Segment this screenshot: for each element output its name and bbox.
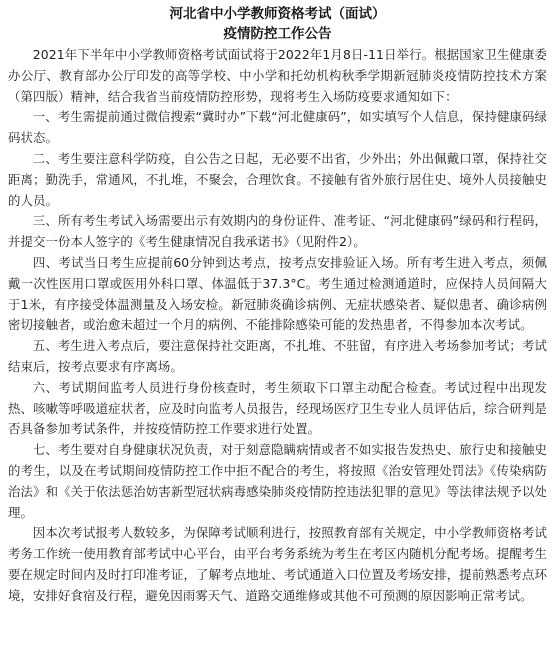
- paragraph-item-6: 六、考试期间监考人员进行身份核查时，考生须取下口罩主动配合检查。考试过程中出现发热、咳嗽等呼吸道症状者，应及时向监考人员报告，经现场医疗卫生专业人员评估后，综合研判是否具备参加考试条件，并按疫情防控工作要求进行处置。: [8, 379, 547, 437]
- document-title-line1: 河北省中小学教师资格考试（面试）: [169, 6, 386, 22]
- document-title-line2: 疫情防控工作公告: [223, 26, 332, 42]
- paragraph-item-2: 二、考生要注意科学防疫，自公告之日起，无必要不出省，少外出；外出佩戴口罩，保持社交距离；勤洗手，常通风，不扎堆，不聚会，合理饮食。不接触有省外旅行居住史、境外人员接触史的人员。: [8, 150, 547, 208]
- paragraph-item-4: 四、考试当日考生应提前60分钟到达考点，按考点安排验证入场。所有考生进入考点，须佩戴一次性医用口罩或医用外科口罩、体温低于37.3°C。考生通过检测通道时，应保持人员间隔大于1米，有序接受体温测量及入场安检。新冠肺炎确诊病例、无症状感染者、疑似患者、确诊病例密切接触者，或治愈未超过一个月的病例、不能排除感染可能的发热患者，不得参加本次考试。: [8, 254, 547, 333]
- paragraph-item-3: 三、所有考生考试入场需要出示有效期内的身份证件、准考证、“河北健康码”绿码和行程码，并提交一份本人签字的《考生健康情况自我承诺书》（见附件2）。: [8, 213, 547, 250]
- paragraph-item-1: 一、考生需提前通过微信搜索“冀时办”下载“河北健康码”，如实填写个人信息，保持健康码绿码状态。: [8, 109, 547, 146]
- paragraph-item-5: 五、考生进入考点后，要注意保持社交距离，不扎堆、不驻留，有序进入考场参加考试；考试结束后，按考点要求有序离场。: [8, 338, 547, 374]
- document-body: [8, 45, 547, 607]
- paragraph-closing: 因本次考试报考人数较多，为保障考试顺利进行，按照教育部有关规定，中小学教师资格考试考务工作统一使用教育部考试中心平台，由平台考务系统为考生在考区内随机分配考场。提醒考生要在规定时间内及时打印准考证，了解考点地址、考试通道入口位置及考场安排，提前熟悉考点环境，安排好食宿及行程，避免因雨雾天气、道路交通维修或其他不可预测的原因影响正常考试。: [8, 525, 547, 603]
- paragraph-item-7: 七、考生要对自身健康状况负责，对于刻意隐瞒病情或者不如实报告发热史、旅行史和接触史的考生，以及在考试期间疫情防控工作中拒不配合的考生，将按照《治安管理处罚法》《传染病防治法》和《关于依法惩治妨害新型冠状病毒感染肺炎疫情防控违法犯罪的意见》等法律法规予以处理。: [8, 442, 547, 520]
- paragraph-intro: 2021年下半年中小学教师资格考试面试将于2022年1月8日-11日举行。根据国家卫生健康委办公厅、教育部办公厅印发的高等学校、中小学和托幼机构秋季学期新冠肺炎疫情防控技术方案（第四版）精神，结合我省当前疫情防控形势，现将考生入场防疫要求通知如下：: [8, 47, 547, 104]
